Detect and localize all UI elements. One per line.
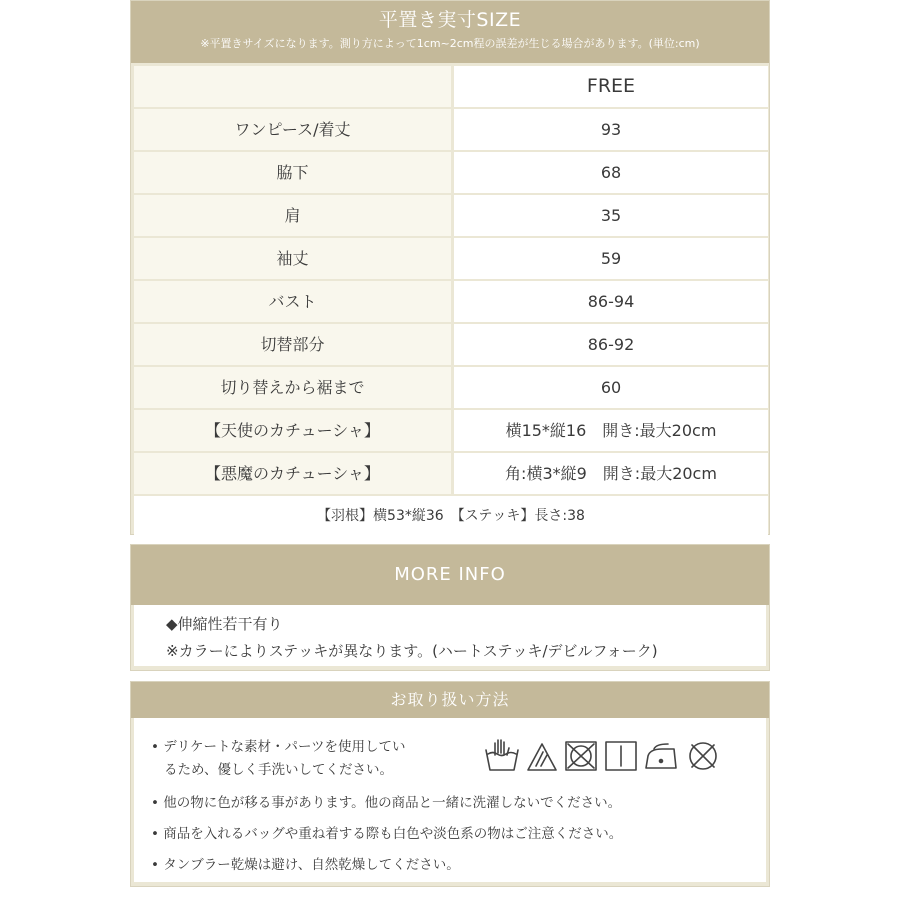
table-row [134,195,768,236]
care-panel [130,681,770,887]
row-label: 【天使のカチューシャ】 [134,410,451,451]
care-item [151,853,460,873]
row-value: 86-92 [454,324,768,365]
care-title: お取り扱い方法 [131,682,769,718]
table-row [134,453,768,494]
care-body [134,718,766,882]
hand-wash-icon [486,740,518,770]
table-row [134,281,768,322]
table-row [134,152,768,193]
table-row [134,324,768,365]
more-info-line: ※カラーによりステッキが異なります。(ハートステッキ/デビルフォーク) [166,642,658,660]
row-label: 袖丈 [134,238,451,279]
size-header-blank [134,66,451,107]
size-column-header: FREE [454,66,768,107]
size-table-header [131,1,769,63]
row-label: 切り替えから裾まで [134,367,451,408]
bullet: • [151,857,159,873]
row-value: 横15*縦16 開き:最大20cm [454,410,768,451]
size-footer-row [134,496,768,537]
table-row [134,238,768,279]
size-table-title: 平置き実寸SIZE [378,9,522,31]
size-header-row [134,66,768,107]
row-label: ワンピース/着丈 [134,109,451,150]
row-value: 59 [454,238,768,279]
bullet: • [151,826,159,842]
row-label: 切替部分 [134,324,451,365]
more-info-line: ◆伸縮性若干有り [166,615,283,633]
care-item-text: タンブラー乾燥は避け、自然乾燥してください。 [163,857,460,873]
more-info-body [134,605,766,666]
row-value: 35 [454,195,768,236]
size-table-note: ※平置きサイズになります。測り方によって1cm~2cm程の誤差が生じる場合があります。(単位:cm) [200,37,700,50]
no-tumble-dry-icon [566,742,596,770]
row-value: 86-94 [454,281,768,322]
size-footer: 【羽根】横53*縦36 【ステッキ】長さ:38 [134,496,768,537]
care-item-text: 商品を入れるバッグや重ね着する際も白色や淡色系の物はご注意ください。 [163,826,623,842]
size-table-panel [130,0,770,535]
no-dry-clean-icon [690,743,716,769]
table-row [134,109,768,150]
bullet: • [151,739,159,755]
more-info-panel [130,544,770,671]
care-item-text-line2: るため、優しく手洗いしてください。 [164,762,393,778]
iron-low-icon [646,744,676,768]
row-label: 【悪魔のカチューシャ】 [134,453,451,494]
bleach-icon [528,744,556,770]
row-label: 脇下 [134,152,451,193]
table-row [134,410,768,451]
row-value: 60 [454,367,768,408]
row-value: 68 [454,152,768,193]
care-item [151,822,622,842]
row-label: 肩 [134,195,451,236]
care-symbols [484,736,744,776]
row-value: 角:横3*縦9 開き:最大20cm [454,453,768,494]
line-dry-icon [606,742,636,770]
care-item-text: デリケートな素材・パーツを使用してい [163,739,406,755]
care-item [151,736,405,782]
row-label: バスト [134,281,451,322]
table-row [134,367,768,408]
row-value: 93 [454,109,768,150]
care-item-text: 他の物に色が移る事があります。他の商品と一緒に洗濯しないでください。 [163,795,622,811]
bullet: • [151,795,159,811]
more-info-title: MORE INFO [131,545,769,605]
care-item [151,791,621,811]
